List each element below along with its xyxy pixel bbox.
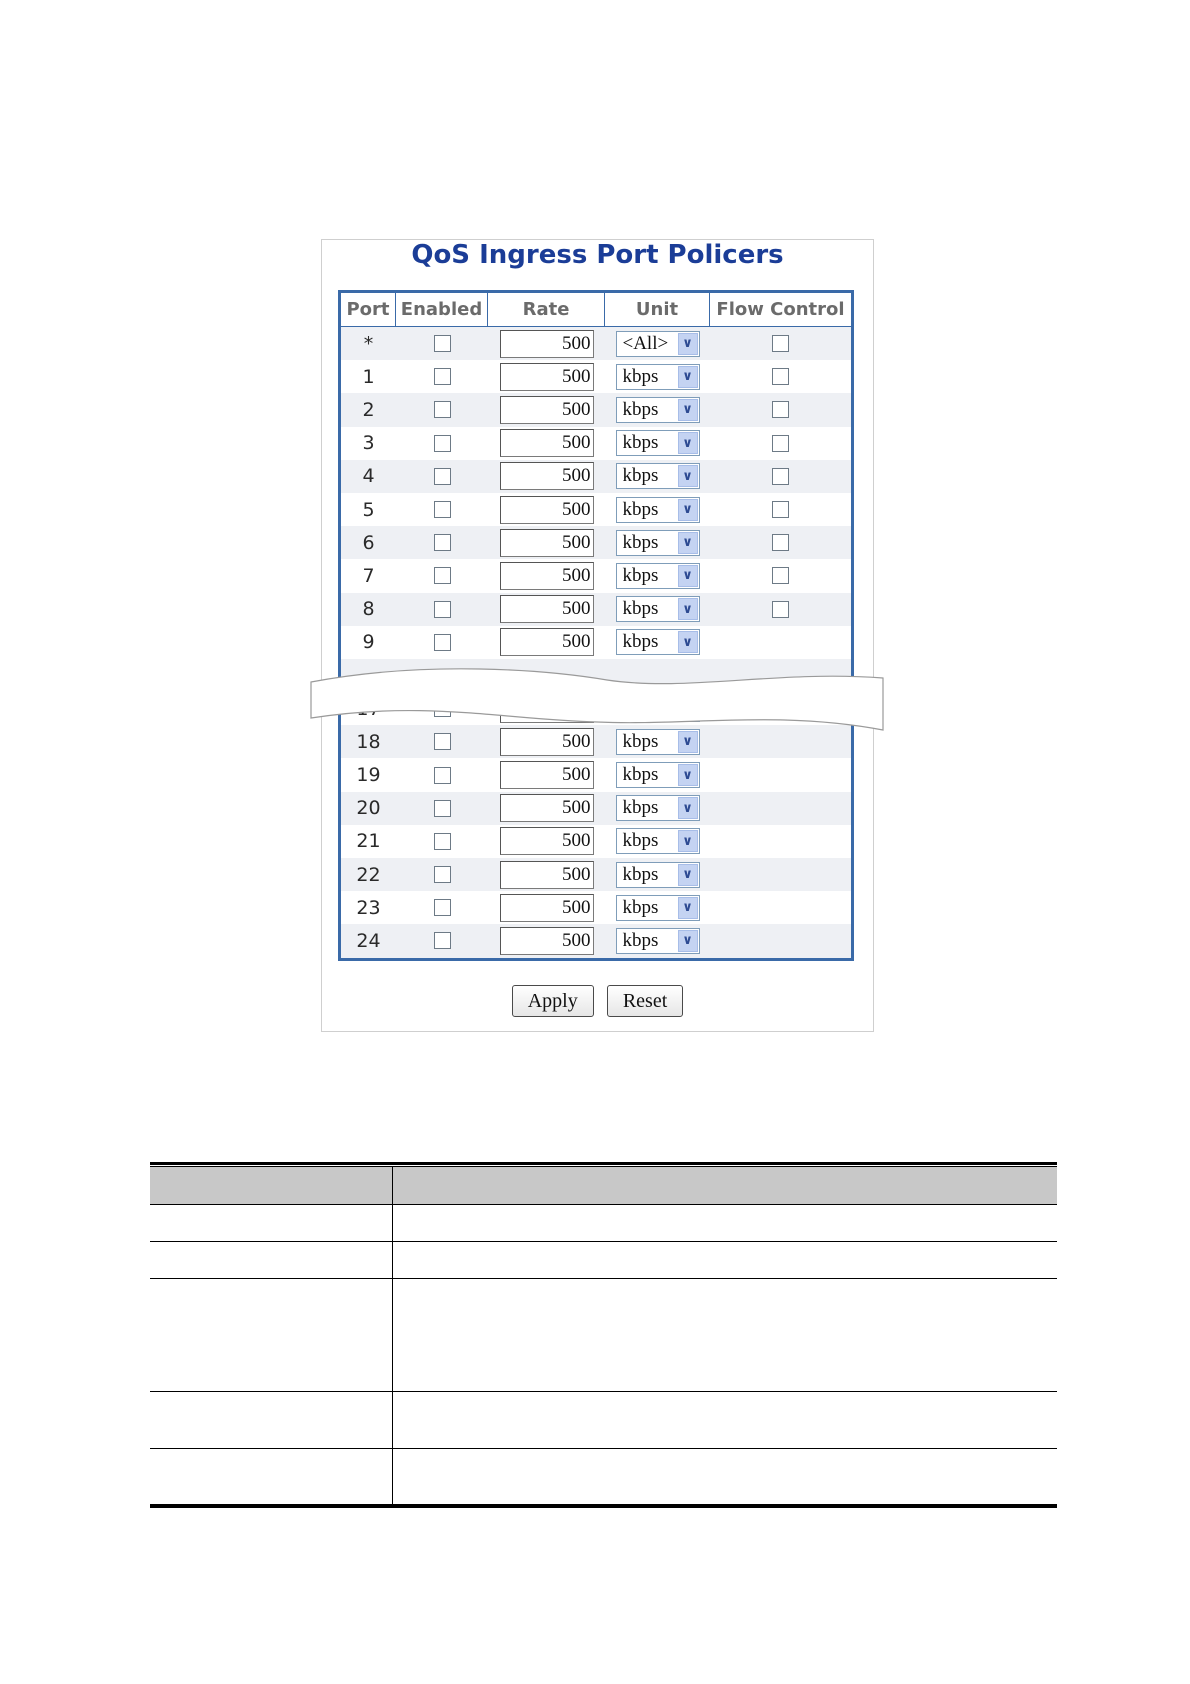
unit-cell — [605, 393, 710, 426]
header-flow-control: Flow Control — [710, 293, 851, 327]
table-row — [341, 493, 851, 526]
table-row — [341, 825, 851, 858]
chevron-down-icon[interactable]: ∨ — [678, 432, 698, 454]
apply-button[interactable]: Apply — [512, 985, 594, 1017]
enabled-cell — [396, 792, 488, 825]
unit-cell — [605, 427, 710, 460]
flow-control-cell — [710, 858, 851, 891]
flow-control-checkbox[interactable] — [772, 368, 789, 385]
button-bar — [322, 985, 873, 1017]
chevron-down-icon[interactable]: ∨ — [678, 764, 698, 786]
unit-value: kbps — [622, 797, 659, 819]
table-row — [341, 393, 851, 426]
flow-control-cell — [710, 792, 851, 825]
table-row — [341, 427, 851, 460]
flow-control-cell — [710, 460, 851, 493]
rate-cell — [488, 792, 605, 825]
enabled-checkbox[interactable] — [434, 368, 451, 385]
description-header-row — [150, 1167, 1057, 1205]
table-row — [341, 360, 851, 393]
unit-select[interactable] — [616, 463, 700, 489]
unit-cell — [605, 891, 710, 924]
enabled-cell — [396, 559, 488, 592]
unit-value: kbps — [622, 929, 659, 951]
table-row — [150, 1279, 1057, 1392]
unit-cell — [605, 758, 710, 791]
port-number: * — [363, 332, 374, 355]
chevron-down-icon[interactable]: ∨ — [678, 731, 698, 753]
header-cell-description — [393, 1167, 1057, 1204]
unit-cell — [605, 593, 710, 626]
port-cell — [341, 758, 396, 791]
enabled-checkbox[interactable] — [434, 833, 451, 850]
page-title: QoS Ingress Port Policers — [411, 240, 784, 270]
unit-value: kbps — [622, 398, 659, 420]
table-row — [150, 1449, 1057, 1505]
flow-control-checkbox[interactable] — [772, 601, 789, 618]
enabled-cell — [396, 327, 488, 360]
enabled-checkbox[interactable] — [434, 899, 451, 916]
port-cell — [341, 891, 396, 924]
flow-control-cell — [710, 825, 851, 858]
rate-input[interactable]: 500 — [500, 595, 594, 623]
screenshot-panel — [321, 239, 874, 1032]
rate-input[interactable]: 500 — [500, 628, 594, 656]
chevron-down-icon[interactable]: ∨ — [678, 499, 698, 521]
rate-cell — [488, 559, 605, 592]
flow-control-checkbox[interactable] — [772, 335, 789, 352]
unit-value: kbps — [622, 730, 659, 752]
rate-input[interactable]: 500 — [500, 794, 594, 822]
unit-select[interactable] — [616, 530, 700, 556]
unit-value: kbps — [622, 432, 659, 454]
table-row — [341, 593, 851, 626]
unit-value: kbps — [622, 631, 659, 653]
header-port: Port — [341, 293, 396, 327]
port-number: 4 — [362, 465, 375, 488]
table-row — [341, 792, 851, 825]
rate-cell — [488, 924, 605, 957]
unit-select[interactable] — [616, 795, 700, 821]
port-number: 8 — [362, 598, 375, 621]
unit-select[interactable] — [616, 895, 700, 921]
table-row — [341, 924, 851, 957]
table-row — [341, 891, 851, 924]
chevron-down-icon[interactable]: ∨ — [678, 532, 698, 554]
unit-value: kbps — [622, 896, 659, 918]
enabled-cell — [396, 593, 488, 626]
unit-value: <All> — [622, 332, 669, 354]
port-number: 20 — [356, 797, 381, 820]
reset-button[interactable]: Reset — [607, 985, 683, 1017]
rate-cell — [488, 825, 605, 858]
rate-cell — [488, 593, 605, 626]
port-number: 9 — [362, 631, 375, 654]
port-number: 2 — [362, 398, 375, 421]
unit-cell — [605, 792, 710, 825]
table-row — [150, 1392, 1057, 1449]
rate-input[interactable]: 500 — [500, 861, 594, 889]
enabled-cell — [396, 427, 488, 460]
port-number: 23 — [356, 896, 381, 919]
port-cell — [341, 460, 396, 493]
enabled-cell — [396, 924, 488, 957]
unit-cell — [605, 559, 710, 592]
port-cell — [341, 393, 396, 426]
port-number: 18 — [356, 730, 381, 753]
flow-control-checkbox[interactable] — [772, 567, 789, 584]
enabled-checkbox[interactable] — [434, 501, 451, 518]
chevron-down-icon[interactable]: ∨ — [678, 930, 698, 952]
unit-cell — [605, 924, 710, 957]
rate-cell — [488, 758, 605, 791]
enabled-checkbox[interactable] — [434, 932, 451, 949]
flow-control-cell — [710, 526, 851, 559]
port-cell — [341, 493, 396, 526]
unit-cell — [605, 526, 710, 559]
flow-control-cell — [710, 360, 851, 393]
unit-select[interactable] — [616, 331, 700, 357]
enabled-cell — [396, 858, 488, 891]
table-break-overlay — [307, 640, 887, 740]
unit-value: kbps — [622, 564, 659, 586]
enabled-cell — [396, 891, 488, 924]
port-cell — [341, 593, 396, 626]
rate-input[interactable]: 500 — [500, 927, 594, 955]
port-cell — [341, 526, 396, 559]
rate-input[interactable]: 500 — [500, 529, 594, 557]
chevron-down-icon[interactable]: ∨ — [678, 565, 698, 587]
unit-value: kbps — [622, 498, 659, 520]
unit-cell — [605, 460, 710, 493]
table-header — [341, 293, 851, 327]
rate-input[interactable]: 500 — [500, 894, 594, 922]
flow-control-cell — [710, 327, 851, 360]
enabled-checkbox[interactable] — [434, 767, 451, 784]
unit-select[interactable] — [616, 430, 700, 456]
flow-control-checkbox[interactable] — [772, 534, 789, 551]
port-number: 21 — [356, 830, 381, 853]
rate-input[interactable]: 500 — [500, 761, 594, 789]
port-cell — [341, 924, 396, 957]
rate-cell — [488, 393, 605, 426]
unit-value: kbps — [622, 531, 659, 553]
port-number: 5 — [362, 498, 375, 521]
table-row — [341, 858, 851, 891]
port-cell — [341, 360, 396, 393]
port-cell — [341, 792, 396, 825]
chevron-down-icon[interactable]: ∨ — [678, 366, 698, 388]
flow-control-checkbox[interactable] — [772, 435, 789, 452]
chevron-down-icon[interactable]: ∨ — [678, 399, 698, 421]
unit-cell — [605, 858, 710, 891]
unit-select[interactable] — [616, 828, 700, 854]
port-cell — [341, 858, 396, 891]
table-row — [150, 1242, 1057, 1279]
table-row — [341, 559, 851, 592]
unit-select[interactable] — [616, 497, 700, 523]
enabled-checkbox[interactable] — [434, 866, 451, 883]
unit-value: kbps — [622, 465, 659, 487]
rate-cell — [488, 460, 605, 493]
unit-select[interactable] — [616, 596, 700, 622]
unit-select[interactable] — [616, 928, 700, 954]
port-number: 1 — [362, 365, 375, 388]
rate-cell — [488, 360, 605, 393]
rate-input[interactable]: 500 — [500, 429, 594, 457]
enabled-cell — [396, 393, 488, 426]
header-unit: Unit — [605, 293, 710, 327]
header-enabled: Enabled — [396, 293, 488, 327]
enabled-cell — [396, 460, 488, 493]
rate-input[interactable]: 500 — [500, 363, 594, 391]
flow-control-cell — [710, 593, 851, 626]
chevron-down-icon[interactable]: ∨ — [678, 465, 698, 487]
flow-control-cell — [710, 493, 851, 526]
chevron-down-icon[interactable]: ∨ — [678, 830, 698, 852]
table-row — [341, 460, 851, 493]
flow-control-cell — [710, 924, 851, 957]
enabled-cell — [396, 360, 488, 393]
port-number: 22 — [356, 863, 381, 886]
flow-control-checkbox[interactable] — [772, 468, 789, 485]
header-rate: Rate — [488, 293, 605, 327]
chevron-down-icon[interactable]: ∨ — [678, 797, 698, 819]
rate-input[interactable]: 500 — [500, 330, 594, 358]
port-cell — [341, 327, 396, 360]
enabled-checkbox[interactable] — [434, 601, 451, 618]
chevron-down-icon[interactable]: ∨ — [678, 897, 698, 919]
port-cell — [341, 825, 396, 858]
rate-cell — [488, 891, 605, 924]
unit-value: kbps — [622, 365, 659, 387]
enabled-checkbox[interactable] — [434, 335, 451, 352]
flow-control-checkbox[interactable] — [772, 401, 789, 418]
flow-control-cell — [710, 891, 851, 924]
chevron-down-icon[interactable]: ∨ — [678, 598, 698, 620]
table-row — [341, 327, 851, 360]
rate-input[interactable]: 500 — [500, 496, 594, 524]
port-cell — [341, 427, 396, 460]
unit-select[interactable] — [616, 563, 700, 589]
unit-select[interactable] — [616, 762, 700, 788]
chevron-down-icon[interactable]: ∨ — [678, 333, 698, 355]
unit-select[interactable] — [616, 397, 700, 423]
flow-control-cell — [710, 427, 851, 460]
flow-control-cell — [710, 559, 851, 592]
enabled-cell — [396, 758, 488, 791]
rate-input[interactable]: 500 — [500, 728, 594, 756]
enabled-checkbox[interactable] — [434, 567, 451, 584]
unit-value: kbps — [622, 830, 659, 852]
rate-input[interactable]: 500 — [500, 462, 594, 490]
rate-input[interactable]: 500 — [500, 827, 594, 855]
rate-cell — [488, 327, 605, 360]
enabled-checkbox[interactable] — [434, 435, 451, 452]
unit-select[interactable] — [616, 364, 700, 390]
enabled-checkbox[interactable] — [434, 401, 451, 418]
unit-value: kbps — [622, 863, 659, 885]
port-number: 7 — [362, 564, 375, 587]
table-row — [341, 758, 851, 791]
rate-input[interactable]: 500 — [500, 562, 594, 590]
table-row — [341, 526, 851, 559]
unit-value: kbps — [622, 598, 659, 620]
policer-table — [338, 290, 854, 961]
rate-cell — [488, 858, 605, 891]
header-cell-object — [150, 1167, 393, 1204]
unit-select[interactable] — [616, 862, 700, 888]
rate-cell — [488, 526, 605, 559]
flow-control-checkbox[interactable] — [772, 501, 789, 518]
port-number: 3 — [362, 432, 375, 455]
unit-value: kbps — [622, 764, 659, 786]
enabled-checkbox[interactable] — [434, 534, 451, 551]
rate-cell — [488, 493, 605, 526]
port-cell — [341, 559, 396, 592]
description-table — [150, 1162, 1057, 1508]
enabled-cell — [396, 493, 488, 526]
enabled-cell — [396, 526, 488, 559]
rate-input[interactable]: 500 — [500, 396, 594, 424]
unit-cell — [605, 360, 710, 393]
chevron-down-icon[interactable]: ∨ — [678, 864, 698, 886]
port-number: 19 — [356, 764, 381, 787]
unit-cell — [605, 493, 710, 526]
rate-cell — [488, 427, 605, 460]
enabled-checkbox[interactable] — [434, 468, 451, 485]
unit-cell — [605, 825, 710, 858]
chevron-down-icon[interactable]: ∨ — [678, 631, 698, 653]
enabled-checkbox[interactable] — [434, 800, 451, 817]
unit-cell — [605, 327, 710, 360]
port-number: 24 — [356, 929, 381, 952]
flow-control-cell — [710, 393, 851, 426]
port-number: 6 — [362, 531, 375, 554]
table-row — [150, 1205, 1057, 1242]
enabled-cell — [396, 825, 488, 858]
flow-control-cell — [710, 758, 851, 791]
